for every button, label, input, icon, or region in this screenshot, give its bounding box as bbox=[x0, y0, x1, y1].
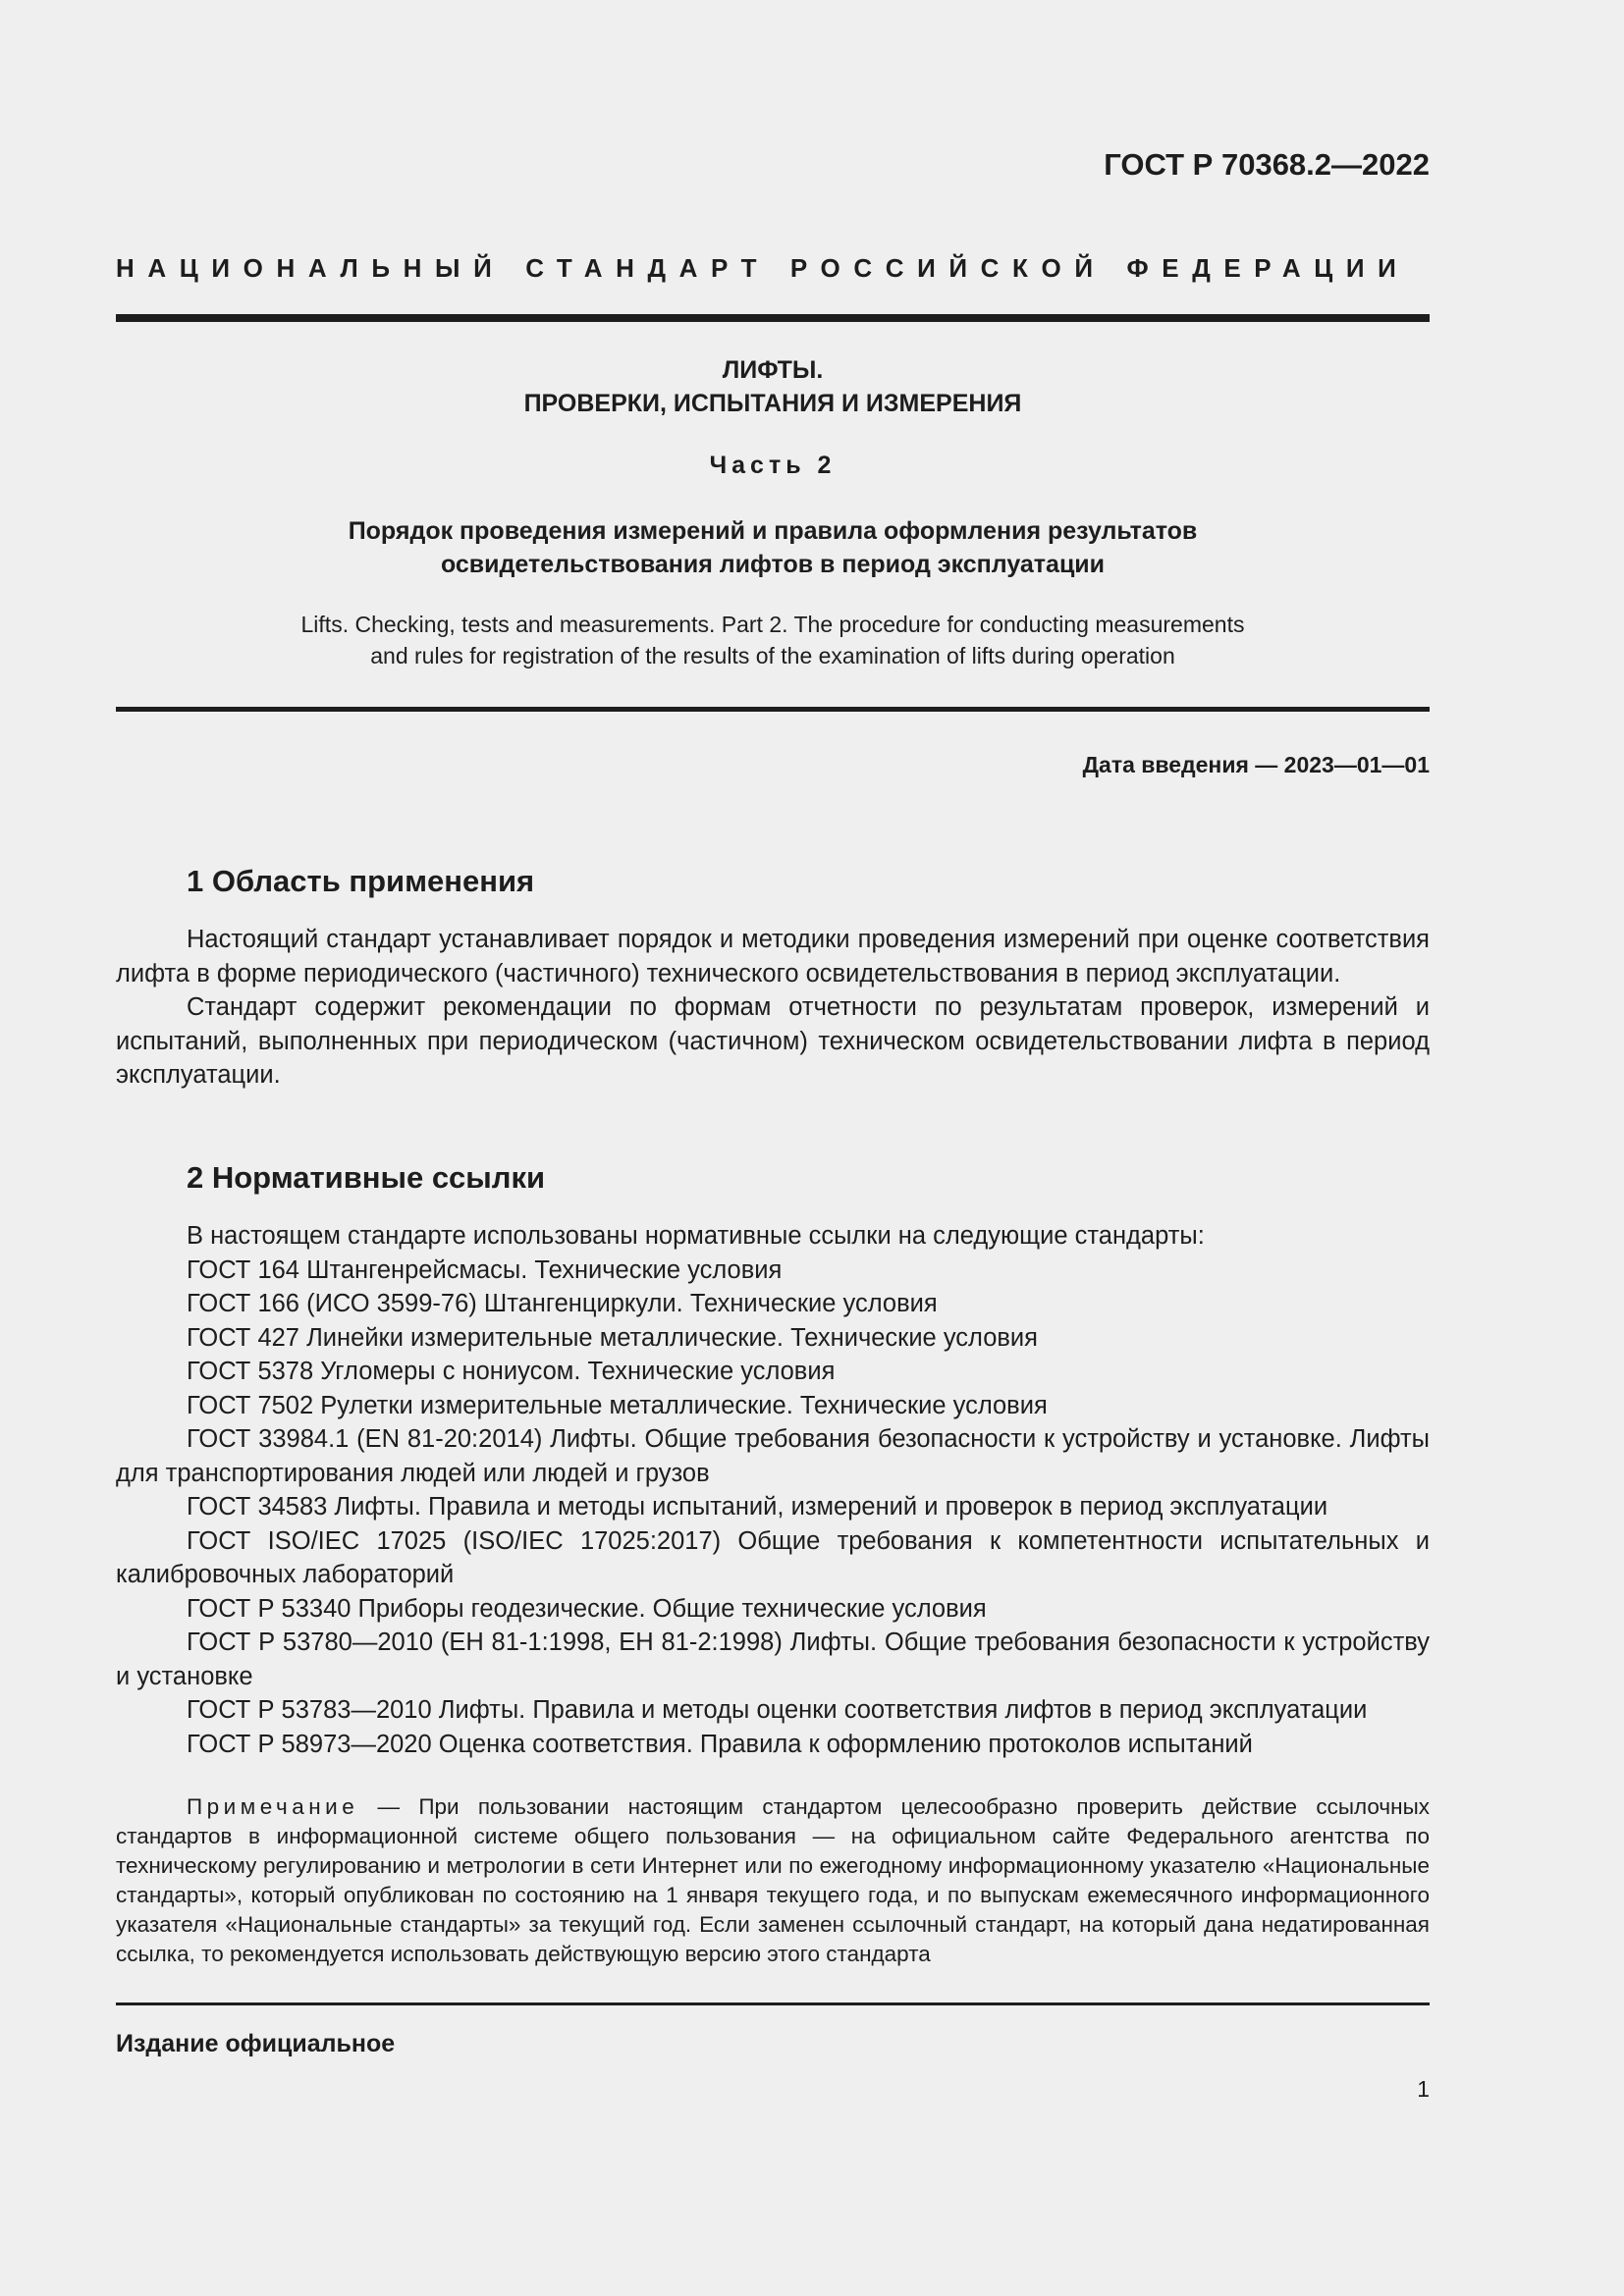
reference-item: ГОСТ 164 Штангенрейсмасы. Технические условия bbox=[187, 1255, 783, 1284]
section-1-body bbox=[116, 923, 1430, 1093]
section-1-paragraph: Настоящий стандарт устанавливает порядок и методики проведения измерений при оценке соответствия лифта в форме периодического (частичного) технического освидетельствования в период эксплуатации. bbox=[116, 926, 1430, 988]
title-line-1: ЛИФТЫ. bbox=[722, 356, 824, 384]
document-subtitle bbox=[116, 514, 1430, 581]
official-edition-label: Издание официальное bbox=[116, 2030, 396, 2057]
footer-rule bbox=[116, 2002, 1430, 2005]
english-title bbox=[116, 609, 1430, 671]
note-text: — При пользовании настоящим стандартом целесообразно проверить действие ссылочных стандартов в информационной системе общего пользования — на официальном сайте Федерального агентства по техническому регулированию и метрологии в сети Интернет или по ежегодному информационному указателю «Национальные стандарты», который опубликован по состоянию на 1 января текущего года, и по выпускам ежемесячного информационного указателя «Национальные стандарты» за текущий год. Если заменен ссылочный стандарт, на который дана недатированная ссылка, то рекомендуется использовать действующую версию этого стандарта bbox=[116, 1794, 1430, 1966]
note-block bbox=[116, 1792, 1430, 1969]
english-title-line-2: and rules for registration of the results of the examination of lifts during operation bbox=[370, 643, 1175, 668]
note-paragraph bbox=[116, 1792, 1430, 1969]
subtitle-line-1: Порядок проведения измерений и правила оформления результатов bbox=[348, 517, 1198, 545]
reference-item: ГОСТ 34583 Лифты. Правила и методы испытаний, измерений и проверок в период эксплуатации bbox=[187, 1493, 1328, 1521]
standard-code: ГОСТ Р 70368.2—2022 bbox=[1104, 147, 1430, 182]
section-2-heading: 2 Нормативные ссылки bbox=[187, 1160, 546, 1195]
reference-item: ГОСТ 7502 Рулетки измерительные металлические. Технические условия bbox=[187, 1391, 1048, 1419]
reference-item: ГОСТ Р 53780—2010 (ЕН 81-1:1998, ЕН 81-2:1998) Лифты. Общие требования безопасности к устройству и установке bbox=[116, 1629, 1430, 1690]
reference-item: ГОСТ 33984.1 (EN 81-20:2014) Лифты. Общие требования безопасности к устройству и установке. Лифты для транспортирования людей или людей и грузов bbox=[116, 1425, 1430, 1487]
subtitle-line-2: освидетельствования лифтов в период эксплуатации bbox=[440, 551, 1106, 578]
reference-item: ГОСТ Р 53340 Приборы геодезические. Общие технические условия bbox=[187, 1594, 987, 1623]
reference-item: ГОСТ Р 58973—2020 Оценка соответствия. Правила к оформлению протоколов испытаний bbox=[187, 1730, 1253, 1758]
title-bottom-rule bbox=[116, 707, 1430, 712]
reference-item: ГОСТ 166 (ИСО 3599-76) Штангенциркули. Технические условия bbox=[187, 1290, 938, 1317]
effective-date: Дата введения — 2023—01—01 bbox=[1082, 752, 1430, 777]
reference-item: ГОСТ 427 Линейки измерительные металлические. Технические условия bbox=[187, 1323, 1038, 1352]
page-number: 1 bbox=[1417, 2076, 1430, 2102]
section-1-heading: 1 Область применения bbox=[187, 864, 535, 898]
references-intro: В настоящем стандарте использованы нормативные ссылки на следующие стандарты: bbox=[187, 1222, 1205, 1250]
reference-item: ГОСТ Р 53783—2010 Лифты. Правила и методы оценки соответствия лифтов в период эксплуатации bbox=[187, 1696, 1368, 1724]
document-title bbox=[116, 353, 1430, 420]
top-rule bbox=[116, 314, 1430, 322]
reference-item: ГОСТ ISO/IEC 17025 (ISO/IEC 17025:2017) Общие требования к компетентности испытательных и калибровочных лабораторий bbox=[116, 1526, 1430, 1588]
reference-item: ГОСТ 5378 Угломеры с нониусом. Технические условия bbox=[187, 1358, 836, 1385]
note-label: Примечание bbox=[187, 1794, 359, 1819]
part-label: Часть 2 bbox=[709, 452, 837, 479]
section-2-body bbox=[116, 1219, 1430, 1761]
english-title-line-1: Lifts. Checking, tests and measurements. Part 2. The procedure for conducting measurements bbox=[300, 612, 1245, 637]
section-1-paragraph: Стандарт содержит рекомендации по формам отчетности по результатам проверок, измерений и испытаний, выполненных при периодическом (частичном) техническом освидетельствовании лифта в период эксплуатации. bbox=[116, 993, 1430, 1089]
title-line-2: ПРОВЕРКИ, ИСПЫТАНИЯ И ИЗМЕРЕНИЯ bbox=[523, 390, 1022, 417]
national-standard-banner: НАЦИОНАЛЬНЫЙ СТАНДАРТ РОССИЙСКОЙ ФЕДЕРАЦИИ bbox=[116, 253, 1410, 283]
